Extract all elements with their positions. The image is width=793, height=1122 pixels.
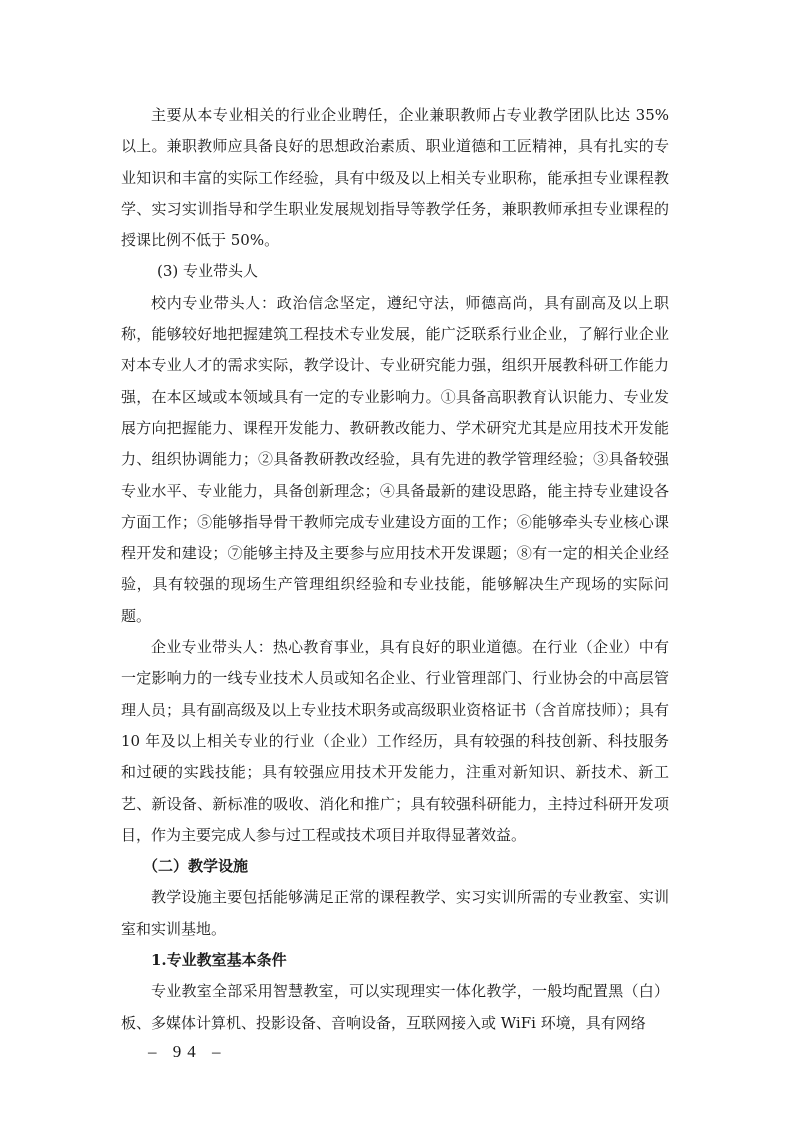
paragraph-school-leader: 校内专业带头人：政治信念坚定，遵纪守法，师德高尚，具有副高及以上职称，能够较好地把握建筑工程技术专业发展，能广泛联系行业企业，了解行业企业对本专业人才的需求实际，教学设计、专业研究能力强，组织开展教科研工作能力强，在本区域或本领域具有一定的专业影响力。①具备高职教育认识能力、专业发展方向把握能力、课程开发能力、教研教改能力、学术研究尤其是应用技术开发能力、组织协调能力；②具备教研教改经验，具有先进的教学管理经验；③具备较强专业水平、专业能力，具备创新理念；④具备最新的建设思路，能主持专业建设各方面工作；⑤能够指导骨干教师完成专业建设方面的工作；⑥能够牵头专业核心课程开发和建设；⑦能够主持及主要参与应用技术开发课题；⑧有一定的相关企业经验，具有较强的现场生产管理组织经验和专业技能，能够解决生产现场的实际问题。	[121, 293, 669, 625]
heading-subject-leader: (3) 专业带头人	[157, 262, 259, 281]
heading-teaching-facilities: （二）教学设施	[143, 857, 249, 876]
paragraph-facilities: 教学设施主要包括能够满足正常的课程教学、实习实训所需的专业教室、实训室和实训基地。	[121, 888, 669, 938]
page-number: – 94 –	[148, 1042, 227, 1061]
paragraph-classroom: 专业教室全部采用智慧教室，可以实现理实一体化教学，一般均配置黑（白）板、多媒体计算机、投影设备、音响设备，互联网接入或 WiFi 环境，具有网络	[121, 982, 669, 1032]
paragraph-part-time-teachers: 主要从本专业相关的行业企业聘任，企业兼职教师占专业教学团队比达 35%以上。兼职教师应具备良好的思想政治素质、职业道德和工匠精神，具有扎实的专业知识和丰富的实际工作经验，具有中级及以上相关专业职称，能承担专业课程教学、实习实训指导和学生职业发展规划指导等教学任务，兼职教师承担专业课程的授课比例不低于 50%。	[121, 106, 669, 250]
paragraph-enterprise-leader: 企业专业带头人：热心教育事业，具有良好的职业道德。在行业（企业）中有一定影响力的一线专业技术人员或知名企业、行业管理部门、行业协会的中高层管理人员；具有副高级及以上专业技术职务或高级职业资格证书（含首席技师）；具有 10 年及以上相关专业的行业（企业）工作经历，具有较强的科技创新、科技服务和过硬的实践技能；具有较强应用技术开发能力，注重对新知识、新技术、新工艺、新设备、新标准的吸收、消化和推广；具有较强科研能力，主持过科研开发项目，作为主要完成人参与过工程或技术项目并取得显著效益。	[121, 638, 669, 844]
body-text	[121, 100, 669, 1039]
heading-classroom-conditions: 1.专业教室基本条件	[151, 951, 287, 970]
